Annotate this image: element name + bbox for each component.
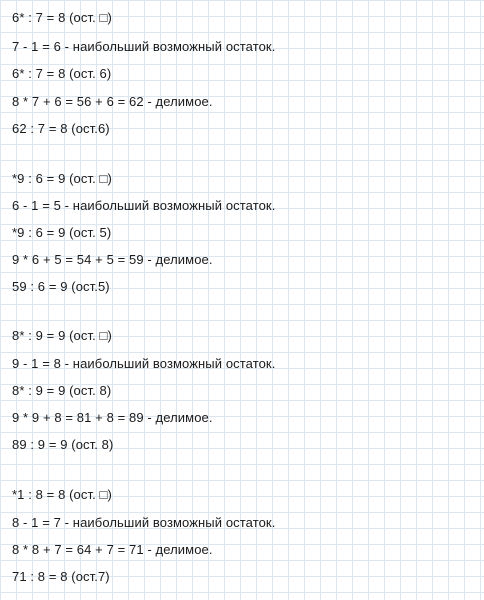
- problem-3-line-1: 8* : 9 = 9 (ост. □): [12, 328, 112, 343]
- problem-4-line-3: 8 * 8 + 7 = 64 + 7 = 71 - делимое.: [12, 542, 213, 557]
- problem-2-line-1: *9 : 6 = 9 (ост. □): [12, 171, 112, 186]
- problem-4-line-1: *1 : 8 = 8 (ост. □): [12, 487, 112, 502]
- problem-1-line-4: 8 * 7 + 6 = 56 + 6 = 62 - делимое.: [12, 94, 213, 109]
- problem-3-line-5: 89 : 9 = 9 (ост. 8): [12, 437, 114, 452]
- problem-2-line-4: 9 * 6 + 5 = 54 + 5 = 59 - делимое.: [12, 252, 213, 267]
- problem-1-line-2: 7 - 1 = 6 - наибольший возможный остаток.: [12, 39, 276, 54]
- problem-3-line-2: 9 - 1 = 8 - наибольший возможный остаток.: [12, 356, 276, 371]
- problem-2-line-3: *9 : 6 = 9 (ост. 5): [12, 225, 112, 240]
- problem-3-line-4: 9 * 9 + 8 = 81 + 8 = 89 - делимое.: [12, 410, 213, 425]
- problem-2-line-5: 59 : 6 = 9 (ост.5): [12, 279, 110, 294]
- problem-3-line-3: 8* : 9 = 9 (ост. 8): [12, 383, 112, 398]
- problem-1-line-5: 62 : 7 = 8 (ост.6): [12, 121, 110, 136]
- problem-1-line-1: 6* : 7 = 8 (ост. □): [12, 10, 112, 25]
- problem-2-line-2: 6 - 1 = 5 - наибольший возможный остаток.: [12, 198, 276, 213]
- problem-4-line-4: 71 : 8 = 8 (ост.7): [12, 569, 110, 584]
- problem-4-line-2: 8 - 1 = 7 - наибольший возможный остаток.: [12, 515, 276, 530]
- problem-1-line-3: 6* : 7 = 8 (ост. 6): [12, 66, 112, 81]
